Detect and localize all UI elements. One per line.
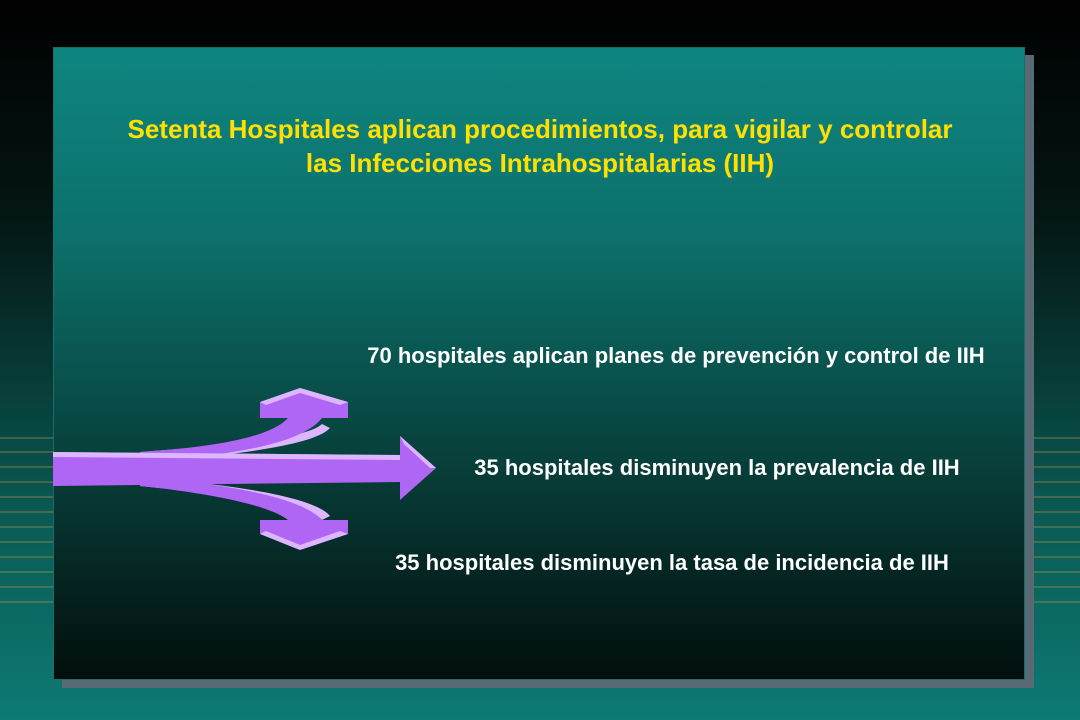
item-prevention-plans: 70 hospitales aplican planes de prevención y control de IIH xyxy=(367,343,985,368)
item-prevalence: 35 hospitales disminuyen la prevalencia de IIH xyxy=(474,455,960,480)
item-incidence: 35 hospitales disminuyen la tasa de incidencia de IIH xyxy=(395,550,949,575)
slide-title: Setenta Hospitales aplican procedimientos, para vigilar y controlar las Infecciones Intrahospitalarias (IIH) xyxy=(127,114,953,178)
